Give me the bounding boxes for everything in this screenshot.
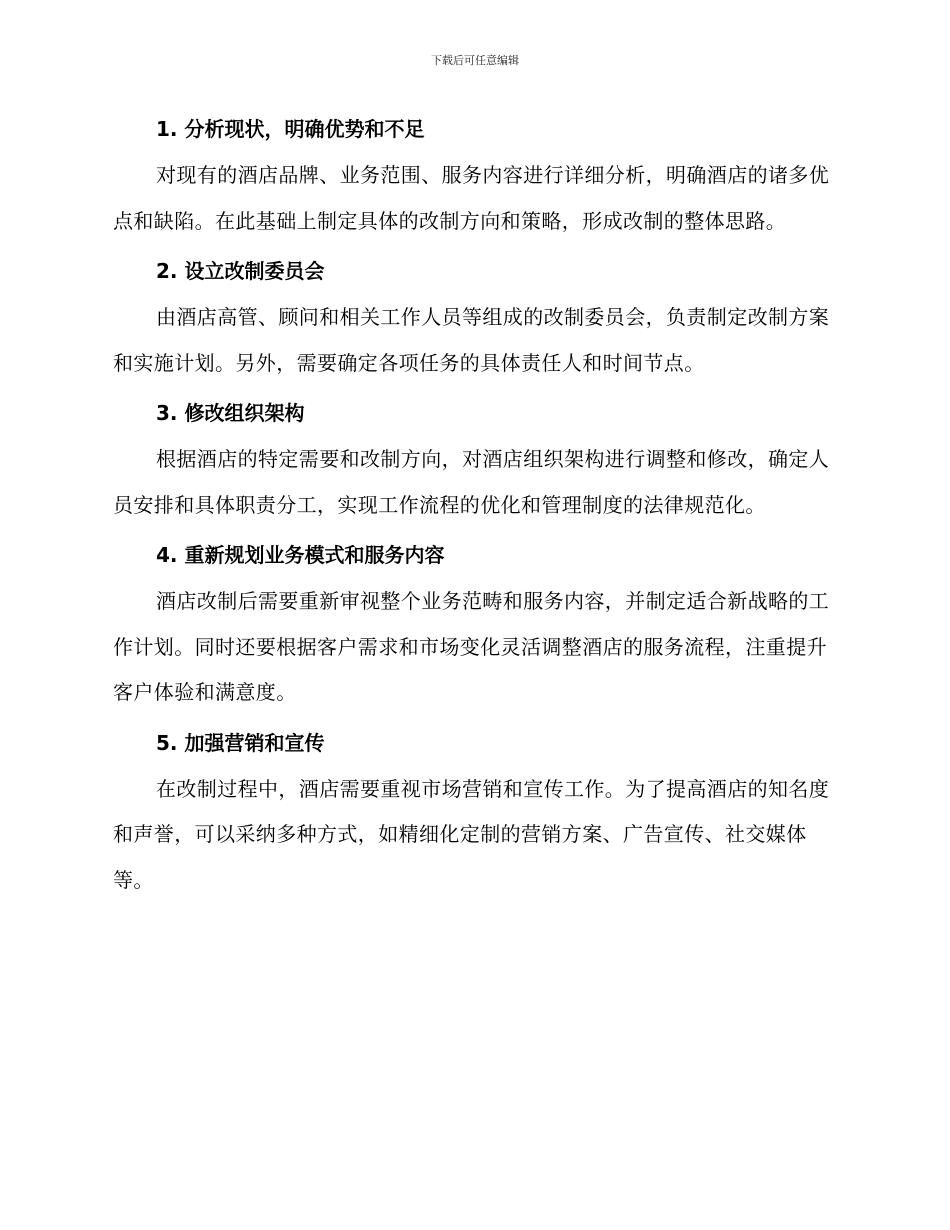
section-2 — [113, 255, 833, 386]
section-heading: 4. 重新规划业务模式和服务内容 — [156, 543, 445, 567]
section-5 — [113, 727, 833, 904]
section-paragraph: 由酒店高管、顾问和相关工作人员等组成的改制委员会，负责制定改制方案和实施计划。另外，需要确定各项任务的具体责任人和时间节点。 — [113, 305, 830, 375]
section-heading: 5. 加强营销和宣传 — [156, 730, 325, 755]
section-paragraph: 酒店改制后需要重新审视整个业务范畴和服务内容，并制定适合新战略的工作计划。同时还要根据客户需求和市场变化灵活调整酒店的服务流程，注重提升客户体验和满意度。 — [113, 589, 830, 704]
section-heading: 2. 设立改制委员会 — [156, 259, 325, 283]
document-body — [113, 113, 833, 903]
section-3 — [113, 397, 833, 528]
section-paragraph: 根据酒店的特定需要和改制方向，对酒店组织架构进行调整和修改，确定人员安排和具体职责分工，实现工作流程的优化和管理制度的法律规范化。 — [113, 447, 830, 517]
section-1 — [113, 113, 833, 244]
section-paragraph: 在改制过程中，酒店需要重视市场营销和宣传工作。为了提高酒店的知名度和声誉，可以采纳多种方式，如精细化定制的营销方案、广告宣传、社交媒体等。 — [113, 776, 830, 892]
section-paragraph: 对现有的酒店品牌、业务范围、服务内容进行详细分析，明确酒店的诸多优点和缺陷。在此基础上制定具体的改制方向和策略，形成改制的整体思路。 — [113, 163, 830, 233]
section-4 — [113, 539, 833, 716]
section-heading: 1. 分析现状，明确优势和不足 — [156, 117, 425, 141]
section-heading: 3. 修改组织架构 — [156, 401, 305, 425]
page-header: 下载后可任意编辑 — [431, 54, 519, 67]
